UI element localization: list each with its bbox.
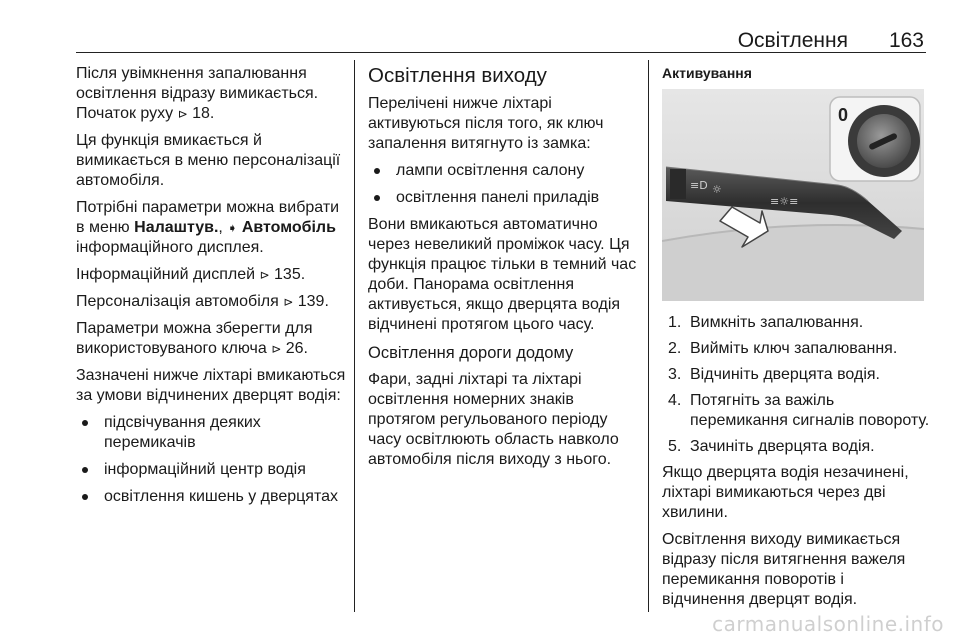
subsection-heading: Освітлення дороги додому	[368, 344, 574, 362]
page-reference-link[interactable]: 18.	[192, 105, 215, 122]
list-item: освітлення кишень у дверцятах	[76, 487, 348, 507]
paragraph: Зазначені нижче ліхтарі вмикаються за умови відчинених дверцят водія:	[76, 367, 346, 404]
list-item: освітлення панелі приладів	[368, 188, 640, 208]
page-reference-link[interactable]: 139.	[297, 293, 329, 310]
column-divider-2	[648, 60, 649, 612]
paragraph: Ця функція вмикається й вимикається в меню персоналізації автомобіля.	[76, 132, 341, 189]
reference-arrow-icon: ⊳	[177, 107, 188, 121]
page-section-title: Освітлення	[737, 29, 848, 52]
ignition-switch	[830, 97, 920, 181]
page-reference-link[interactable]: 26.	[285, 340, 308, 357]
turn-signal-lever-illustration	[662, 89, 924, 301]
list-item: 4. Потягніть за важіль перемикання сигналів повороту.	[668, 392, 930, 429]
paragraph: Потрібні параметри можна вибрати в меню Налаштув., ➧ Автомобіль інформаційного дисплея.	[76, 199, 340, 256]
list-item: 2. Вийміть ключ запалювання.	[668, 340, 898, 357]
section-heading: Активування	[662, 65, 752, 81]
bullet-icon	[82, 420, 88, 426]
column-3	[662, 64, 930, 617]
parking-light-symbol-icon: ≡☼≡	[770, 195, 799, 208]
menu-name-vehicle: Автомобіль	[241, 219, 336, 236]
numbered-steps-list	[662, 313, 930, 457]
bullet-icon	[82, 494, 88, 500]
list-item: підсвічування деяких перемикачів	[76, 413, 348, 453]
column-1	[76, 64, 348, 514]
paragraph: Персоналізація автомобіля ⊳ 139.	[76, 293, 329, 310]
list-item: інформаційний центр водія	[76, 460, 348, 480]
bullet-icon	[374, 195, 380, 201]
reference-arrow-icon: ⊳	[259, 268, 270, 282]
paragraph: Інформаційний дисплей ⊳ 135.	[76, 266, 306, 283]
page-header	[76, 30, 926, 53]
bullet-list	[368, 161, 640, 208]
list-item: 5. Зачиніть дверцята водія.	[668, 438, 875, 455]
list-item: 3. Відчиніть дверцята водія.	[668, 366, 880, 383]
paragraph: Якщо дверцята водія незачинені, ліхтарі вимикаються через дві хвилини.	[662, 464, 909, 521]
page-reference-link[interactable]: 135.	[274, 266, 306, 283]
paragraph: Параметри можна зберегти для використовуваного ключа ⊳ 26.	[76, 320, 313, 357]
auto-light-symbol-icon: ☼	[712, 183, 722, 196]
page-number: 163	[888, 29, 924, 52]
steering-column-surface	[662, 225, 924, 301]
list-item: лампи освітлення салону	[368, 161, 640, 181]
lever-illustration-svg	[662, 89, 924, 301]
paragraph: Перелічені нижче ліхтарі активуються після того, як ключ запалення витягнуто із замка:	[368, 95, 604, 152]
menu-name-settings: Налаштув.	[134, 219, 219, 236]
column-2	[368, 64, 640, 477]
bullet-icon	[374, 168, 380, 174]
ignition-position-label: 0	[838, 105, 849, 125]
bullet-icon	[82, 467, 88, 473]
paragraph: Фари, задні ліхтарі та ліхтарі освітлення номерних знаків протягом регульованого періоду часу освітлюють область навколо автомобіля після виходу з нього.	[368, 371, 619, 468]
reference-arrow-icon: ⊳	[283, 295, 294, 309]
bullet-list	[76, 413, 348, 507]
list-item: 1. Вимкніть запалювання.	[668, 314, 864, 331]
column-divider-1	[354, 60, 355, 612]
reference-arrow-icon: ⊳	[271, 342, 282, 356]
paragraph: Освітлення виходу вимикається відразу після витягнення важеля перемикання поворотів і відчинення дверцят водія.	[662, 531, 906, 608]
menu-arrow-icon: ➧	[227, 221, 238, 235]
paragraph: Після увімкнення запалювання освітлення відразу вимикається. Початок руху ⊳ 18.	[76, 65, 319, 122]
watermark: carmanualsonline.info	[712, 612, 944, 636]
headlight-symbol-icon: ≡D	[690, 179, 708, 192]
paragraph: Вони вмикаються автоматично через невеликий проміжок часу. Ця функція працює тільки в темний час доби. Панорама освітлення активується, якщо дверцята водія відчинені протягом цього часу.	[368, 216, 637, 333]
section-heading: Освітлення виходу	[368, 64, 547, 87]
